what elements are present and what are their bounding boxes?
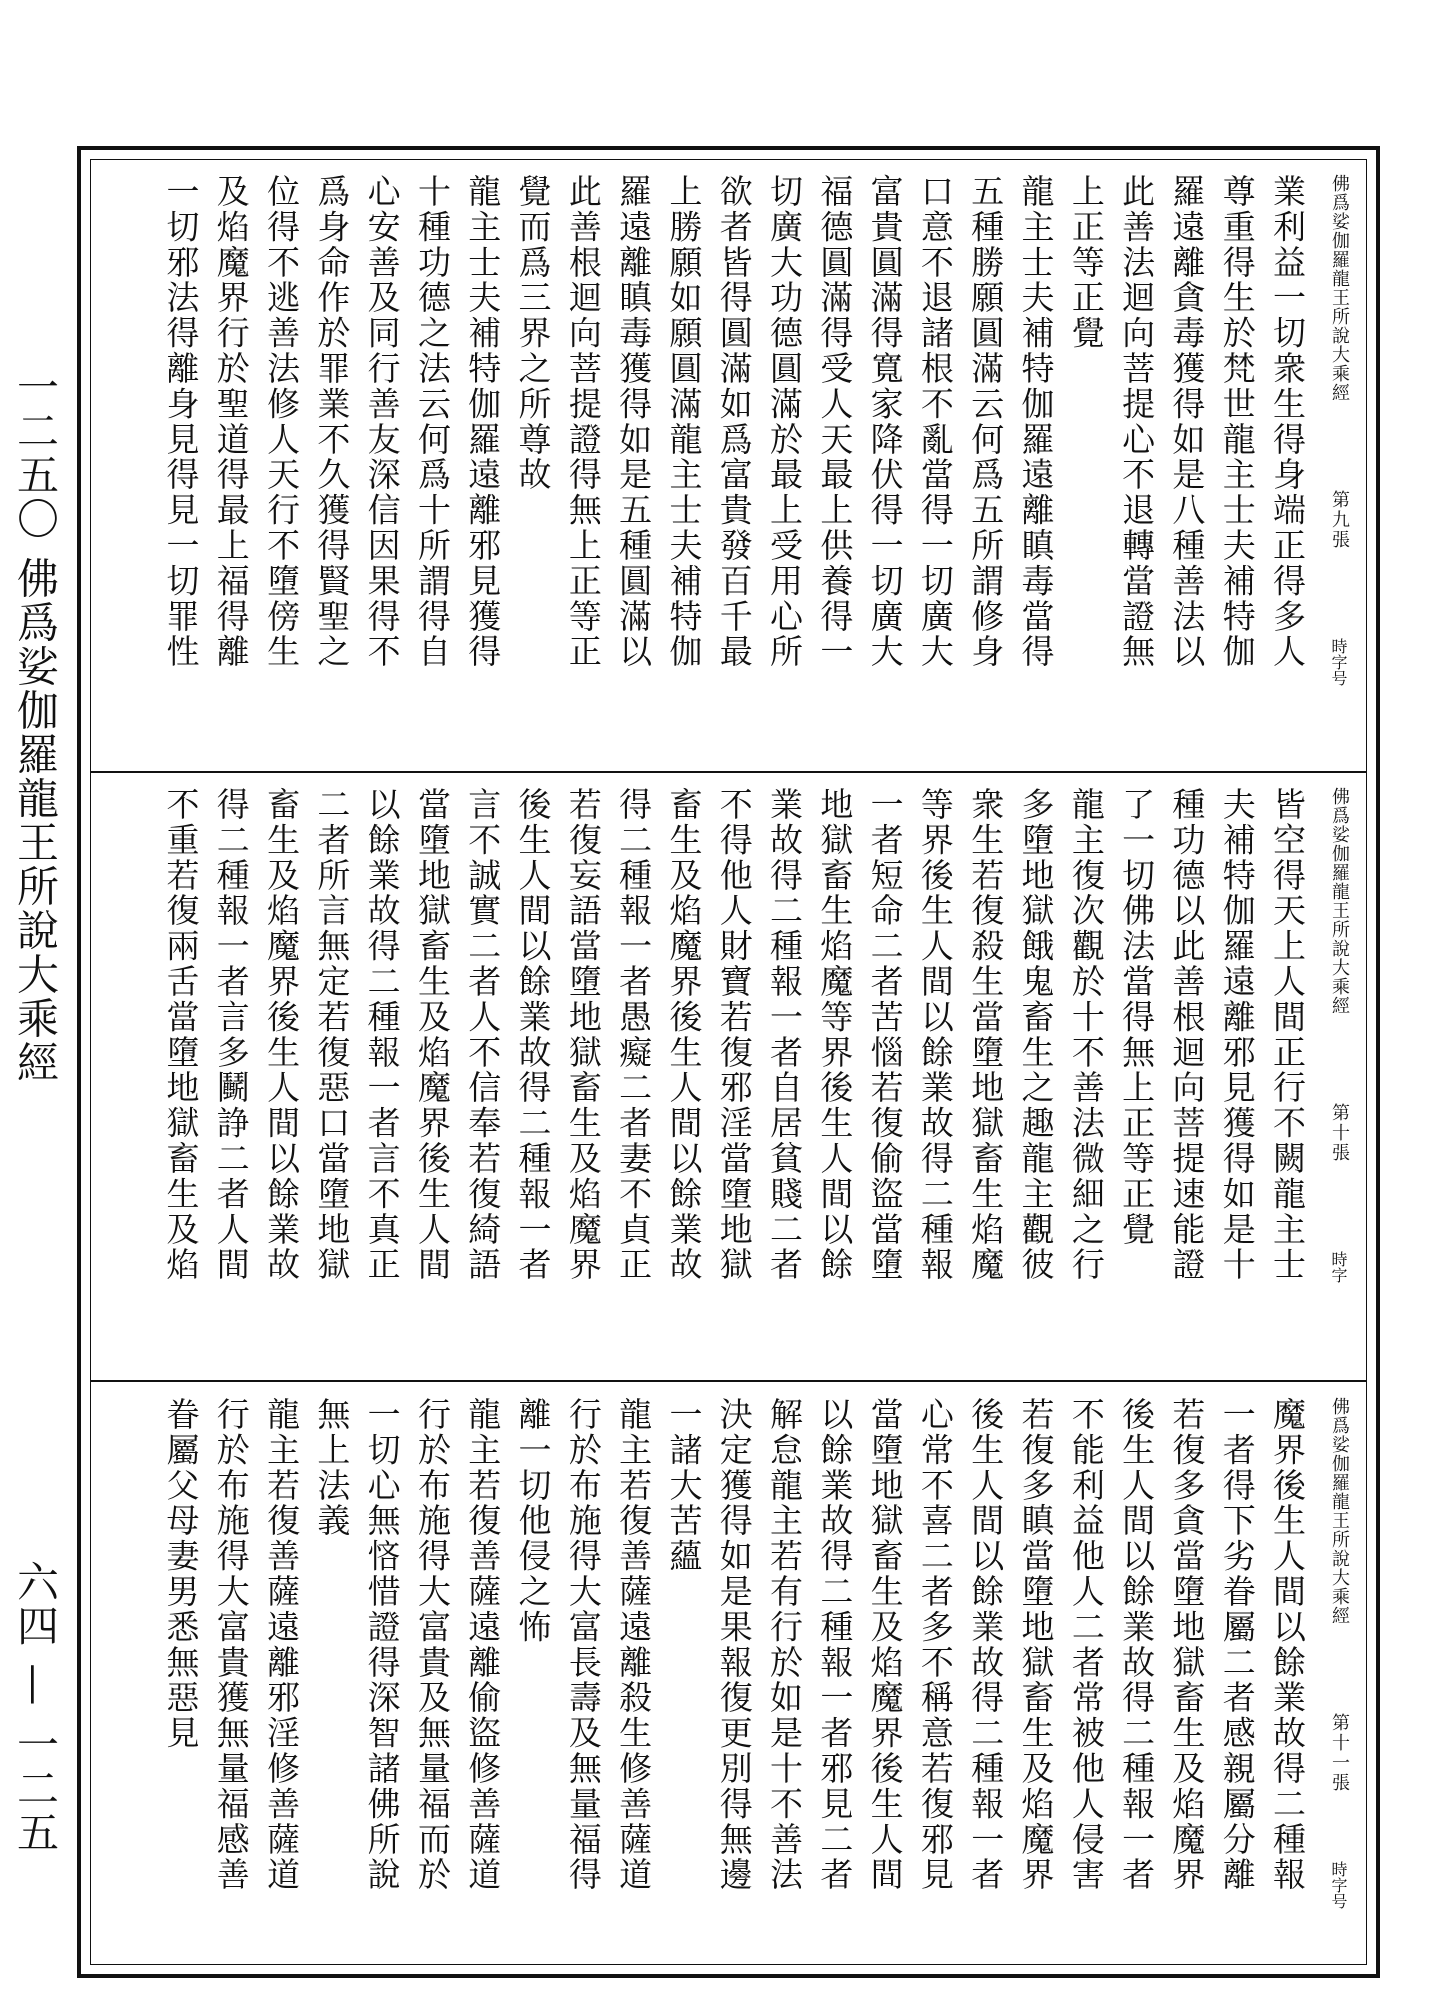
header-title: 佛爲娑伽羅龍王所說大乘經	[1329, 1397, 1350, 1625]
text-column: 龍主若復善薩遠離邪淫修善薩道	[262, 1397, 302, 1893]
text-column: 畜生及焰魔界後生人間以餘業故	[262, 787, 302, 1283]
panel-body	[91, 773, 1366, 1381]
text-column: 覺而爲三界之所尊故	[513, 174, 553, 493]
text-column: 眷屬父母妻男悉無惡見	[161, 1397, 201, 1751]
text-panel	[91, 1383, 1366, 1991]
text-column: 一者得下劣眷屬二者感親屬分離	[1217, 1397, 1257, 1893]
text-column: 種功德以此善根迴向菩提速能證	[1167, 787, 1207, 1283]
panel-header	[1312, 773, 1366, 1381]
text-column: 十種功德之法云何爲十所謂得自	[412, 174, 452, 670]
text-column: 心安善及同行善友深信因果得不	[362, 174, 402, 670]
text-column: 以餘業故得二種報一者邪見二者	[815, 1397, 855, 1893]
text-column: 不能利益他人二者常被他人侵害	[1066, 1397, 1106, 1893]
text-column: 不重若復兩舌當墮地獄畜生及焰	[161, 787, 201, 1283]
text-column: 此善法迴向菩提心不退轉當證無	[1117, 174, 1157, 670]
text-column: 尊重得生於梵世龍主士夫補特伽	[1217, 174, 1257, 670]
text-column: 羅遠離瞋毒獲得如是五種圓滿以	[614, 174, 654, 670]
header-mark: 時字号	[1329, 638, 1348, 686]
text-column: 後生人間以餘業故得二種報一者	[1117, 1397, 1157, 1893]
text-column: 當墮地獄畜生及焰魔界後生人間	[865, 1397, 905, 1893]
text-column: 衆生若復殺生當墮地獄畜生焰魔	[966, 787, 1006, 1283]
header-mark: 時字	[1329, 1251, 1348, 1283]
panel-body	[91, 1383, 1366, 1991]
text-column: 魔界後生人間以餘業故得二種報	[1268, 1397, 1307, 1893]
text-column: 五種勝願圓滿云何爲五所謂修身	[966, 174, 1006, 670]
text-column: 多墮地獄餓鬼畜生之趣龍主觀彼	[1016, 787, 1056, 1283]
text-column: 龍主士夫補特伽羅遠離邪見獲得	[463, 174, 503, 670]
volume-number-caption: 六四 — 一二五	[11, 1560, 60, 1855]
text-column: 若復多瞋當墮地獄畜生及焰魔界	[1016, 1397, 1056, 1893]
header-mark: 時字号	[1329, 1861, 1348, 1909]
text-column: 業故得二種報一者自居貧賤二者	[765, 787, 805, 1283]
text-column: 離一切他侵之怖	[513, 1397, 553, 1645]
text-column: 無上法義	[312, 1397, 352, 1539]
text-column: 行於布施得大富貴獲無量福感善	[211, 1397, 251, 1893]
volume-page-caption: 一二五〇 佛爲娑伽羅龍王所說大乘經	[11, 365, 60, 1085]
text-column: 及焰魔界行於聖道得最上福得離	[211, 174, 251, 670]
text-column: 二者所言無定若復惡口當墮地獄	[312, 787, 352, 1283]
header-sheet-number: 第九張	[1329, 490, 1350, 550]
header-title: 佛爲娑伽羅龍王所說大乘經	[1329, 174, 1350, 402]
text-column: 龍主若復善薩遠離偷盜修善薩道	[463, 1397, 503, 1893]
text-column: 若復妄語當墮地獄畜生及焰魔界	[563, 787, 603, 1283]
text-panel	[91, 773, 1366, 1381]
panel-header	[1312, 160, 1366, 768]
text-column: 行於布施得大富長壽及無量福得	[563, 1397, 603, 1893]
text-column: 上勝願如願圓滿龍主士夫補特伽	[664, 174, 704, 670]
text-column: 皆空得天上人間正行不闕龍主士	[1268, 787, 1307, 1283]
text-column: 業利益一切衆生得身端正得多人	[1268, 174, 1307, 670]
text-column: 若復多貪當墮地獄畜生及焰魔界	[1167, 1397, 1207, 1893]
text-column: 心常不喜二者多不稱意若復邪見	[915, 1397, 955, 1893]
panel-body	[91, 160, 1366, 768]
text-column: 富貴圓滿得寬家降伏得一切廣大	[865, 174, 905, 670]
header-title: 佛爲娑伽羅龍王所說大乘經	[1329, 787, 1350, 1015]
text-column: 龍主復次觀於十不善法微細之行	[1066, 787, 1106, 1283]
text-column: 福德圓滿得受人天最上供養得一	[815, 174, 855, 670]
text-column: 口意不退諸根不亂當得一切廣大	[915, 174, 955, 670]
text-column: 等界後生人間以餘業故得二種報	[915, 787, 955, 1283]
text-column: 爲身命作於罪業不久獲得賢聖之	[312, 174, 352, 670]
text-column: 得二種報一者言多鬭諍二者人間	[211, 787, 251, 1283]
text-column: 一切心無悋惜證得深智諸佛所說	[362, 1397, 402, 1893]
text-column: 畜生及焰魔界後生人間以餘業故	[664, 787, 704, 1283]
text-column: 此善根迴向菩提證得無上正等正	[563, 174, 603, 670]
text-column: 了一切佛法當得無上正等正覺	[1117, 787, 1157, 1248]
text-column: 後生人間以餘業故得二種報一者	[966, 1397, 1006, 1893]
page-frame	[77, 146, 1380, 1978]
text-column: 龍主士夫補特伽羅遠離瞋毒當得	[1016, 174, 1056, 670]
header-sheet-number: 第十一張	[1329, 1713, 1350, 1793]
text-column: 切廣大功德圓滿於最上受用心所	[765, 174, 805, 670]
text-column: 一切邪法得離身見得見一切罪性	[161, 174, 201, 670]
text-column: 不得他人財寶若復邪淫當墮地獄	[714, 787, 754, 1283]
text-column: 一諸大苦蘊	[664, 1397, 704, 1574]
text-panel	[91, 160, 1366, 768]
text-column: 一者短命二者苦惱若復偷盜當墮	[865, 787, 905, 1283]
header-sheet-number: 第十張	[1329, 1103, 1350, 1163]
text-column: 位得不逃善法修人天行不墮傍生	[262, 174, 302, 670]
text-column: 言不誠實二者人不信奉若復綺語	[463, 787, 503, 1283]
text-column: 欲者皆得圓滿如爲富貴發百千最	[714, 174, 754, 670]
text-column: 決定獲得如是果報復更別得無邊	[714, 1397, 754, 1893]
text-column: 解怠龍主若有行於如是十不善法	[765, 1397, 805, 1893]
text-column: 地獄畜生焰魔等界後生人間以餘	[815, 787, 855, 1283]
text-column: 以餘業故得二種報一者言不真正	[362, 787, 402, 1283]
panel-header	[1312, 1383, 1366, 1991]
page-inner-border	[90, 159, 1367, 1965]
text-column: 上正等正覺	[1066, 174, 1106, 351]
text-column: 夫補特伽羅遠離邪見獲得如是十	[1217, 787, 1257, 1283]
text-column: 後生人間以餘業故得二種報一者	[513, 787, 553, 1283]
text-column: 羅遠離貪毒獲得如是八種善法以	[1167, 174, 1207, 670]
text-column: 行於布施得大富貴及無量福而於	[412, 1397, 452, 1893]
text-column: 得二種報一者愚癡二者妻不貞正	[614, 787, 654, 1283]
text-column: 龍主若復善薩遠離殺生修善薩道	[614, 1397, 654, 1893]
text-column: 當墮地獄畜生及焰魔界後生人間	[412, 787, 452, 1283]
